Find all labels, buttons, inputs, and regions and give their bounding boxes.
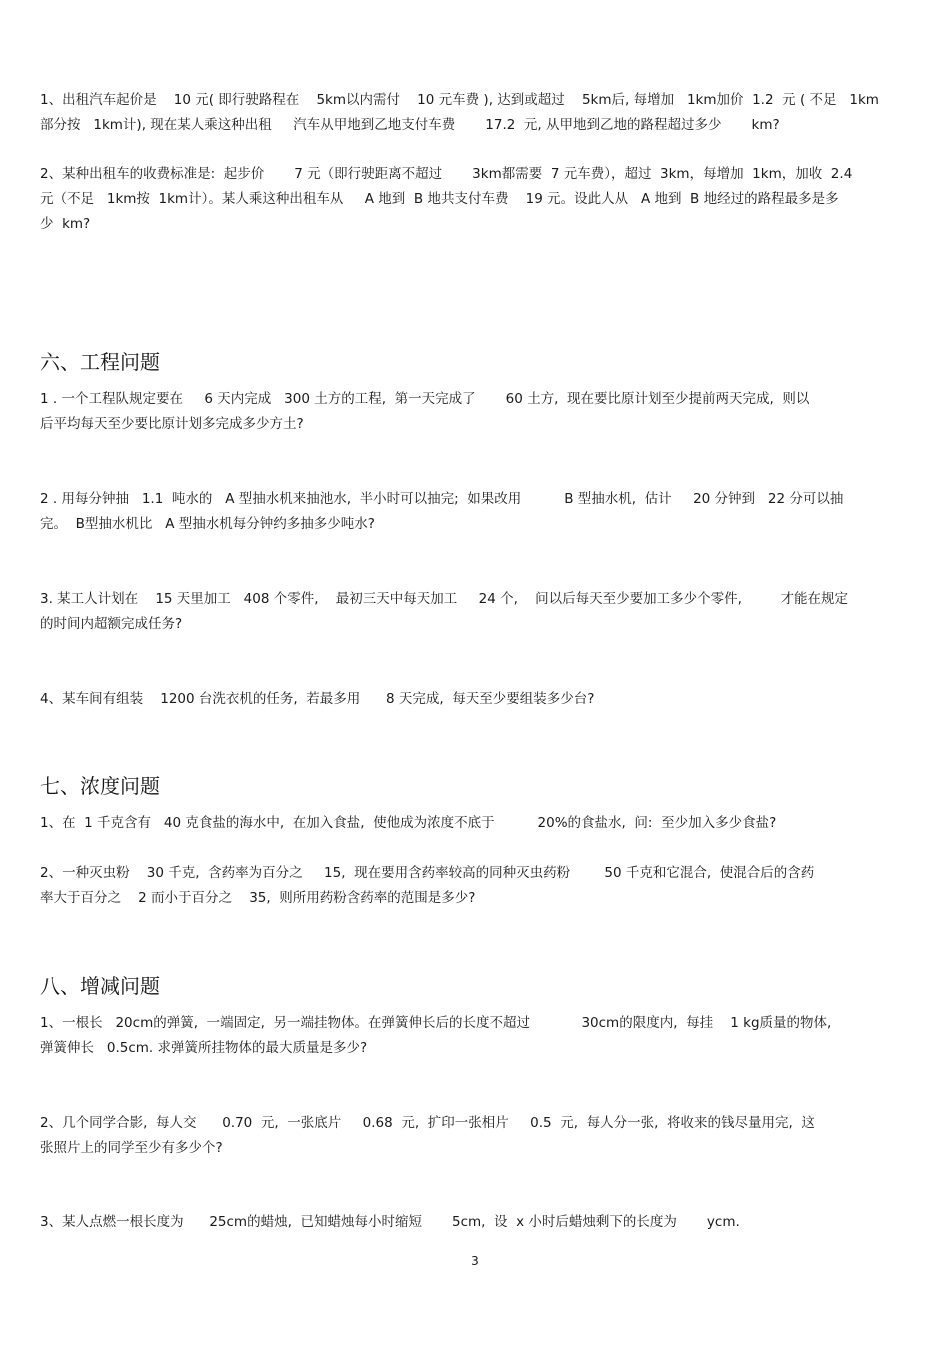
section-heading-increase-decrease: 八、增减问题: [40, 974, 160, 998]
problem-8-1-line-1: 1、一根长 20cm的弹簧, 一端固定, 另一端挂物体。在弹簧伸长后的长度不超过 30cm的限度内, 每挂 1 kg质量的物体,: [40, 1015, 832, 1031]
problem-7-2-line-1: 2、一种灭虫粉 30 千克, 含药率为百分之 15, 现在要用含药率较高的同种灭虫药粉 50 千克和它混合, 使混合后的含药: [40, 865, 815, 881]
page-number: 3: [471, 1254, 479, 1268]
problem-6-1-line-2: 后平均每天至少要比原计划多完成多少方土?: [40, 416, 304, 432]
problem-6-2-line-2: 完。 B型抽水机比 A 型抽水机每分钟约多抽多少吨水?: [40, 516, 375, 532]
problem-8-2-line-1: 2、几个同学合影, 每人交 0.70 元, 一张底片 0.68 元, 扩印一张相片 0.5 元, 每人分一张, 将收来的钱尽量用完, 这: [40, 1115, 815, 1131]
problem-5-1-line-1: 1、出租汽车起价是 10 元( 即行驶路程在 5km以内需付 10 元车费 ), 达到或超过 5km后, 每增加 1km加价 1.2 元 ( 不足 1km: [40, 92, 879, 108]
problem-5-2-line-2: 元（不足 1km按 1km计）。某人乘这种出租车从 A 地到 B 地共支付车费 19 元。设此人从 A 地到 B 地经过的路程最多是多: [40, 191, 839, 207]
section-heading-engineering: 六、工程问题: [40, 350, 160, 374]
problem-6-1-line-1: 1 . 一个工程队规定要在 6 天内完成 300 土方的工程, 第一天完成了 60 土方, 现在要比原计划至少提前两天完成, 则以: [40, 391, 810, 407]
problem-6-4-line-1: 4、某车间有组装 1200 台洗衣机的任务, 若最多用 8 天完成, 每天至少要组装多少台?: [40, 691, 595, 707]
section-heading-concentration: 七、浓度问题: [40, 774, 160, 798]
problem-6-3-line-1: 3. 某工人计划在 15 天里加工 408 个零件, 最初三天中每天加工 24 个, 问以后每天至少要加工多少个零件, 才能在规定: [40, 591, 848, 607]
problem-7-2-line-2: 率大于百分之 2 而小于百分之 35, 则所用药粉含药率的范围是多少?: [40, 890, 476, 906]
problem-5-1-line-2: 部分按 1km计), 现在某人乘这种出租 汽车从甲地到乙地支付车费 17.2 元, 从甲地到乙地的路程超过多少 km?: [40, 117, 780, 133]
problem-8-1-line-2: 弹簧伸长 0.5cm. 求弹簧所挂物体的最大质量是多少?: [40, 1040, 368, 1056]
problem-8-3-line-1: 3、某人点燃一根长度为 25cm的蜡烛, 已知蜡烛每小时缩短 5cm, 设 x 小时后蜡烛剩下的长度为 ycm.: [40, 1214, 740, 1230]
problem-6-2-line-1: 2 . 用每分钟抽 1.1 吨水的 A 型抽水机来抽池水, 半小时可以抽完; 如果改用 B 型抽水机, 估计 20 分钟到 22 分可以抽: [40, 491, 844, 507]
problem-5-2-line-3: 少 km?: [40, 216, 91, 232]
problem-8-2-line-2: 张照片上的同学至少有多少个?: [40, 1140, 223, 1156]
problem-7-1-line-1: 1、在 1 千克含有 40 克食盐的海水中, 在加入食盐, 使他成为浓度不底于 20%的食盐水, 问: 至少加入多少食盐?: [40, 815, 777, 831]
problem-6-3-line-2: 的时间内超额完成任务?: [40, 616, 183, 632]
problem-5-2-line-1: 2、某种出租车的收费标准是: 起步价 7 元（即行驶距离不超过 3km都需要 7 元车费），超过 3km，每增加 1km，加收 2.4: [40, 166, 853, 182]
